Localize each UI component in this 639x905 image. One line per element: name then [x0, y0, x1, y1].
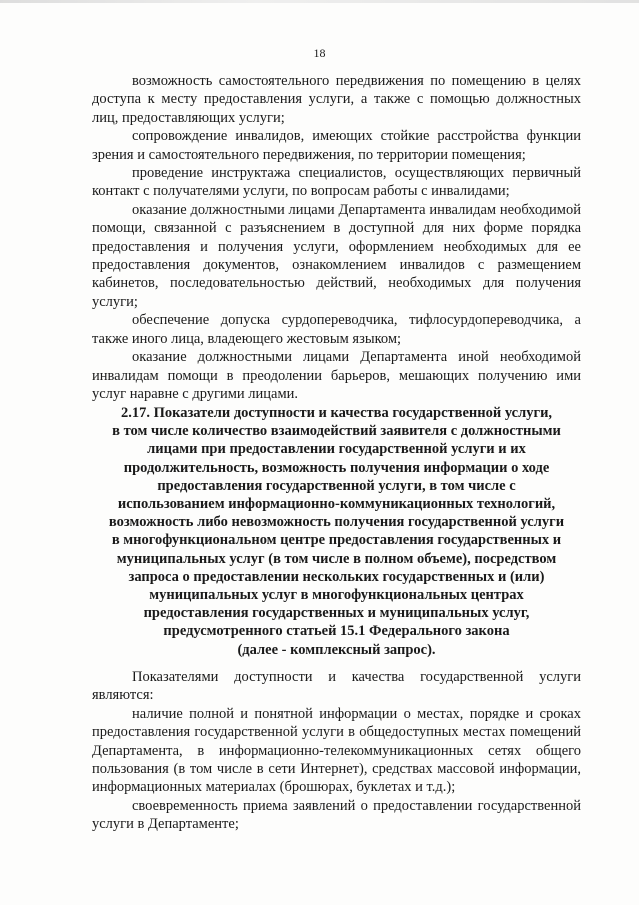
scan-top-edge — [0, 0, 639, 3]
heading-line: 2.17. Показатели доступности и качества государственной услуги, — [120, 405, 553, 421]
quality-indicators-section — [92, 668, 581, 834]
heading-line: продолжительность, возможность получения информации о ходе — [123, 459, 550, 476]
paragraph: своевременность приема заявлений о предоставлении государственной услуги в Департаменте; — [92, 797, 581, 833]
accessibility-measures-list — [92, 72, 581, 403]
paragraph: обеспечение допуска сурдопереводчика, тифлосурдопереводчика, а также иного лица, владеющего жестовым языком; — [92, 312, 581, 347]
paragraph: проведение инструктажа специалистов, осуществляющих первичный контакт с получателями услуги, по вопросам работы с инвалидами; — [92, 165, 581, 200]
heading-line: предоставления государственных и муниципальных услуг, — [143, 605, 530, 622]
paragraph: оказание должностными лицами Департамента инвалидам необходимой помощи, связанной с разъяснением в доступной для них форме порядка предоставления и получения услуги, оформлением необходимых для ее предоставления документов, ознакомлением инвалидов с размещением кабинетов, последовательностью действий, необходимых для получения услуги; — [92, 201, 581, 310]
heading-line: возможность либо невозможность получения государственной услуги — [108, 514, 565, 531]
heading-line: запроса о предоставлении нескольких государственных и (или) — [128, 568, 545, 585]
heading-line: использованием информационно-коммуникационных технологий, — [117, 496, 556, 513]
heading-line: лицами при предоставлении государственной услуги и их — [147, 441, 526, 458]
heading-line: (далее - комплексный запрос). — [237, 641, 436, 658]
section-lead-paragraph: Показателями доступности и качества государственной услуги являются: — [92, 669, 581, 704]
heading-line: муниципальных услуг (в том числе в полном объеме), посредством — [116, 550, 557, 567]
paragraph: возможность самостоятельного передвижения по помещению в целях доступа к месту предоставления услуги, а также с помощью должностных лиц, предоставляющих услуги; — [92, 73, 581, 126]
heading-line: в том числе количество взаимодействий заявителя с должностными — [112, 423, 561, 440]
heading-line: муниципальных услуг в многофункциональных центрах — [149, 587, 524, 604]
heading-line: предусмотренного статьей 15.1 Федерального закона — [163, 623, 510, 640]
heading-line: в многофункциональном центре предоставления государственных и — [111, 532, 562, 549]
paragraph: оказание должностными лицами Департамента иной необходимой инвалидам помощи в преодолении барьеров, мешающих получению ими услуг наравне с другими лицами. — [92, 349, 581, 402]
section-heading — [92, 404, 581, 659]
paragraph: сопровождение инвалидов, имеющих стойкие расстройства функции зрения и самостоятельного передвижения, по территории помещения; — [92, 128, 581, 163]
paragraph: наличие полной и понятной информации о местах, порядке и сроках предоставления государственной услуги в общедоступных местах помещений Департамента, в информационно-телекоммуникационных сетях общего пользования (в том числе в сети Интернет), средствах массовой информации, информационных материалах (брошюрах, буклетах и т.д.); — [92, 705, 581, 796]
heading-line: предоставления государственной услуги, в том числе с — [157, 477, 516, 494]
page-number: 18 — [313, 46, 326, 60]
